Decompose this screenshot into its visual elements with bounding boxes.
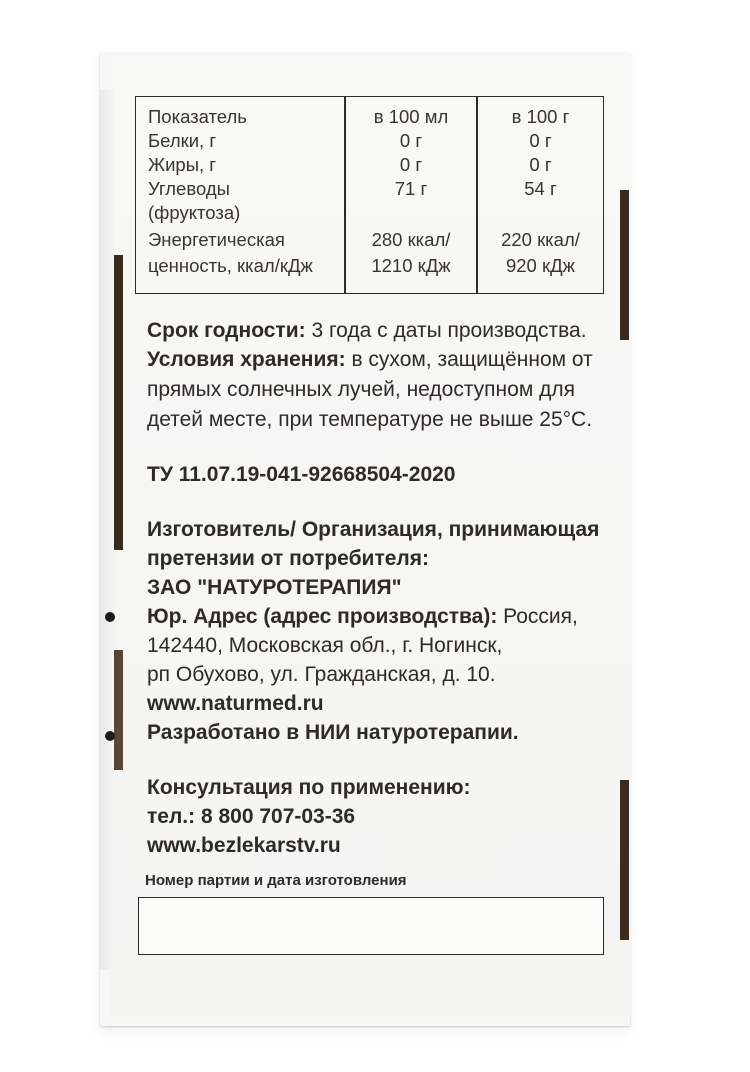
table-row-label: Жиры, г [148, 154, 217, 175]
storage-line-1 [147, 346, 593, 374]
table-row-per100ml: 1210 кДж [371, 255, 451, 276]
table-row-per100g: 54 г [524, 178, 557, 199]
package-side-edge [100, 90, 114, 970]
shelf-life-value: 3 года с даты производства. [305, 319, 587, 342]
manufacturer-company: ЗАО "НАТУРОТЕРАПИЯ" [147, 576, 402, 599]
table-row-per100ml: 0 г [399, 154, 423, 175]
shelf-life-label: Срок годности: [147, 319, 306, 342]
address-label: Юр. Адрес (адрес производства): [147, 605, 498, 628]
batch-box [138, 897, 604, 955]
manufacturer-website: www.naturmed.ru [147, 692, 324, 715]
storage-value: в сухом, защищённом от [345, 348, 593, 371]
table-row-label: ценность, ккал/кДж [148, 255, 313, 276]
consultation-heading: Консультация по применению: [147, 776, 471, 799]
table-row-per100g: 0 г [529, 130, 552, 151]
table-row-per100ml: 71 г [394, 178, 428, 199]
table-header-per100g: в 100 г [511, 106, 570, 127]
table-row-label: (фруктоза) [148, 202, 241, 223]
manufacturer-heading-2: претензии от потребителя: [147, 547, 430, 570]
batch-label: Номер партии и дата изготовления [145, 872, 407, 889]
table-header-label: Показатель [148, 106, 247, 127]
table-row-per100g: 0 г [529, 154, 552, 175]
table-row-label: Белки, г [148, 130, 217, 151]
package-notch-lower [105, 731, 115, 741]
developed-note: Разработано в НИИ натуротерапии. [147, 721, 519, 744]
package-print-strip-left-lower [114, 650, 123, 770]
table-row-label: Энергетическая [148, 229, 285, 250]
nutrition-table [135, 96, 604, 294]
consultation-phone: тел.: 8 800 707-03-36 [147, 805, 356, 828]
address-line-3: рп Обухово, ул. Гражданская, д. 10. [147, 663, 496, 686]
storage-label: Условия хранения: [147, 348, 346, 371]
package-print-strip-right-lower [620, 780, 629, 940]
storage-line-3: детей месте, при температуре не выше 25°С. [147, 408, 593, 431]
storage-line-2: прямых солнечных лучей, недоступном для [147, 378, 575, 401]
address-line-2: 142440, Московская обл., г. Ногинск, [147, 634, 503, 657]
table-row-per100ml: 0 г [399, 130, 423, 151]
package-print-strip-right [620, 190, 629, 340]
package-notch-upper [105, 612, 115, 622]
address-country: Россия, [497, 605, 578, 628]
tu-code: ТУ 11.07.19-041-92668504-2020 [147, 463, 456, 486]
table-row-label: Углеводы [148, 178, 230, 199]
table-row-per100g: 220 ккал/ [501, 229, 580, 250]
table-row-per100ml: 280 ккал/ [371, 229, 451, 250]
manufacturer-heading-1: Изготовитель/ Организация, принимающая [147, 518, 600, 541]
table-row-per100g: 920 кДж [505, 255, 575, 276]
consultation-website: www.bezlekarstv.ru [147, 834, 341, 857]
table-header-per100ml: в 100 мл [373, 106, 449, 127]
shelf-life-line [147, 317, 587, 345]
package-print-strip-left [114, 255, 123, 550]
address-line-1 [147, 603, 578, 631]
